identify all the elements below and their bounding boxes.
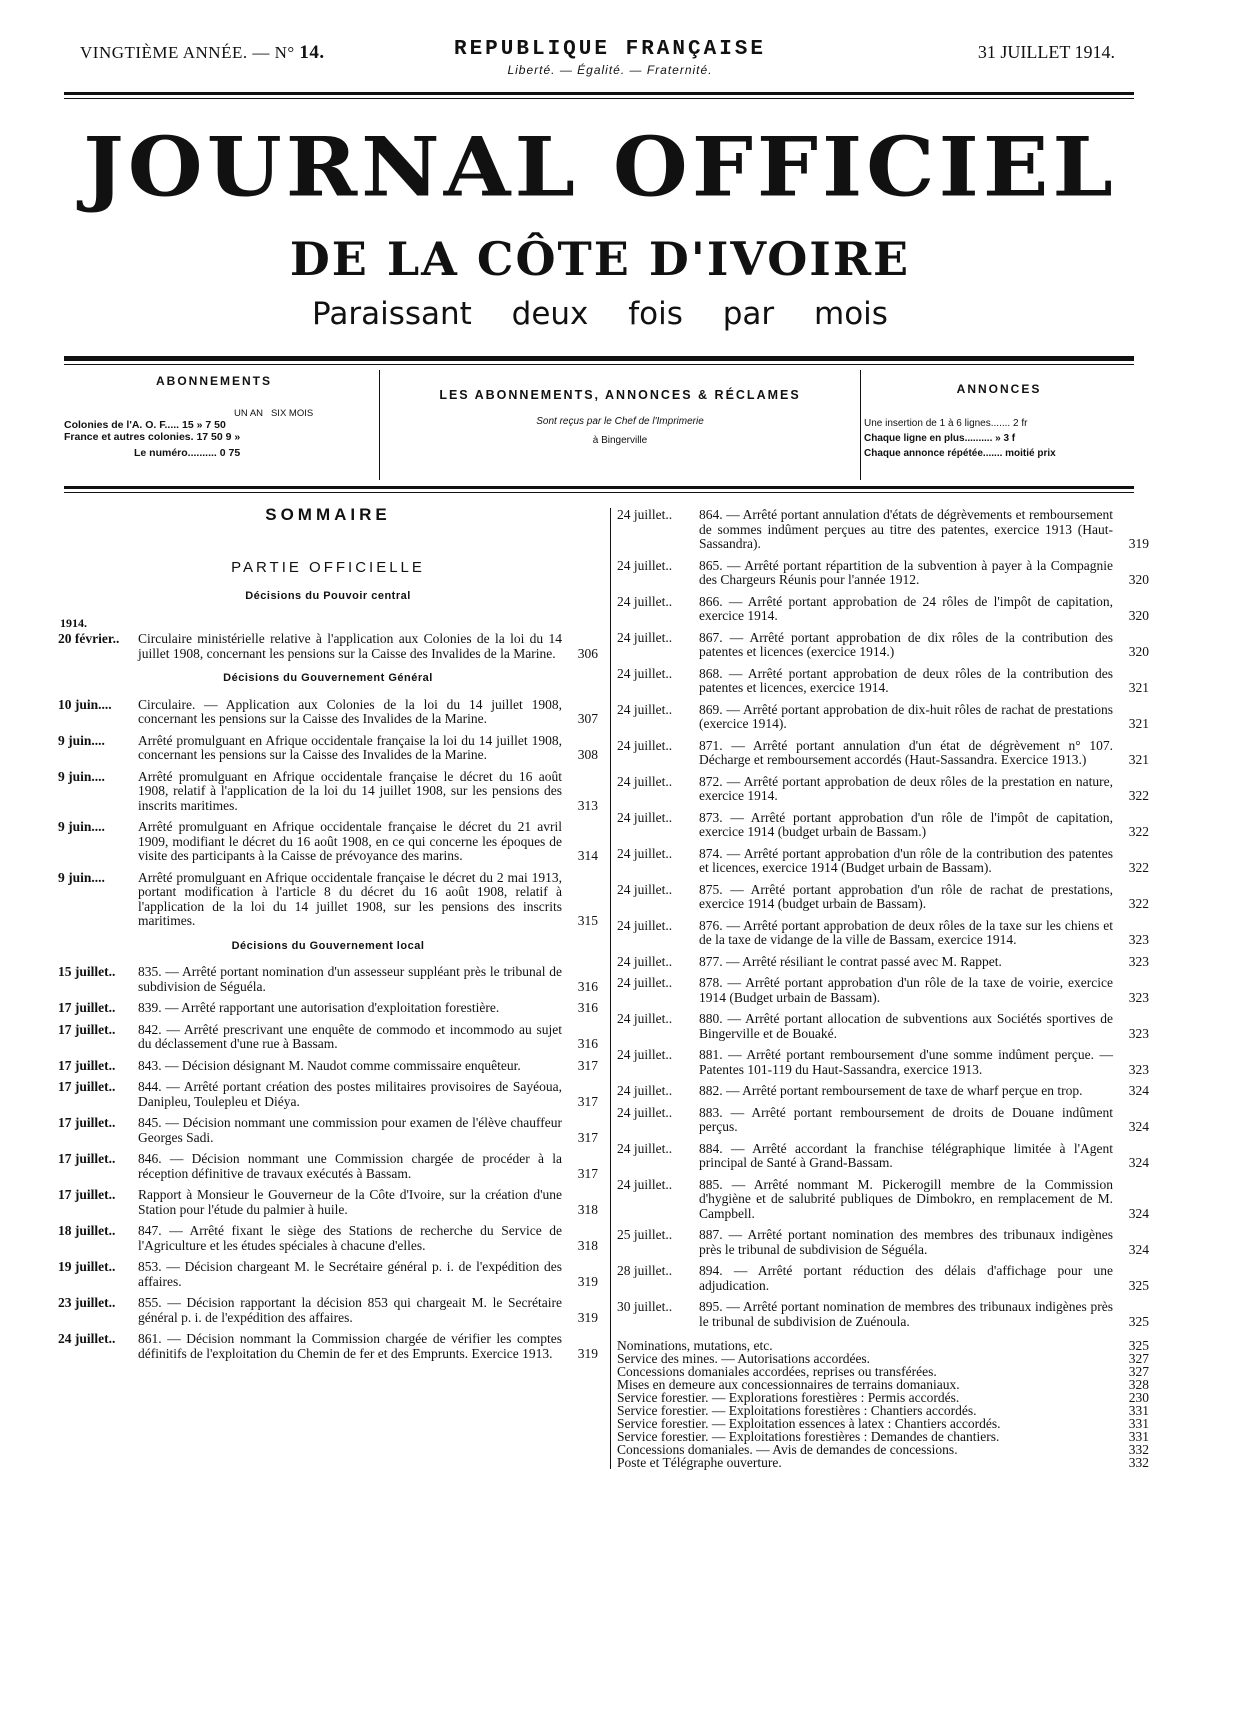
entry-text: 844. — Arrêté portant création des postes militaires provisoires de Sayéoua, Danipleu, Toulepleu et Diéya. [138,1079,562,1109]
entry-page: 322 [1128,788,1149,803]
sommaire-entry [617,955,1149,970]
entry-date: 17 juillet.. [58,1187,116,1202]
sommaire-entry [58,734,598,763]
info-boxes [64,370,1134,484]
entry-date: 24 juillet.. [617,975,673,990]
entry-page: 323 [1128,953,1149,969]
entry-page: 319 [1128,536,1149,551]
entry-text: 894. — Arrêté portant réduction des délais d'affichage pour une adjudication. [699,1263,1113,1293]
entry-text: 847. — Arrêté fixant le siège des Stations de recherche du Service de l'Agriculture et les études spéciales à chacune d'elles. [138,1223,562,1253]
entry-text: 839. — Arrêté rapportant une autorisation d'exploitation forestière. [138,1000,500,1015]
entries-gouvernement-local [58,965,598,1361]
entry-date: 24 juillet.. [617,507,673,522]
entry-text: 881. — Arrêté portant remboursement d'une somme indûment perçue. — Patentes 101-119 du Haut-Sassandra, exercice 1913. [699,1047,1113,1077]
entry-page: 315 [577,913,598,928]
entry-date: 24 juillet.. [617,845,673,861]
entry-page: 317 [577,1165,598,1181]
entry-date: 24 juillet.. [617,917,673,933]
entry-page: 308 [577,747,598,762]
entry-page: 318 [577,1201,598,1217]
misc-page: 327 [1128,1364,1149,1379]
entry-page: 319 [577,1309,598,1325]
sommaire-entry [58,1080,598,1109]
sommaire-entry [58,1188,598,1217]
entry-text: Arrêté promulguant en Afrique occidentale française le décret du 16 août 1908, relatif à l'application de la loi du 14 juillet 1908, sur les pensions des inscrits maritimes. [138,768,562,813]
sommaire-entry [617,1106,1149,1135]
sommaire-entry [58,632,598,661]
entry-date: 9 juin.... [58,819,105,834]
entry-page: 317 [577,1129,598,1145]
entries-pouvoir-central [58,632,598,661]
entry-text: 861. — Décision nommant la Commission chargée de vérifier les comptes définitifs de l'exploitation du Chemin de fer et des Emprunts. Exercice 1913. [138,1331,562,1361]
entry-date: 9 juin.... [58,869,105,885]
masthead-title: JOURNAL OFFICIEL [83,119,1117,216]
entry-page: 323 [1128,1061,1149,1077]
sommaire-entry [617,1012,1149,1041]
middle-title: LES ABONNEMENTS, ANNONCES & RÉCLAMES [439,388,801,402]
misc-page: 332 [1128,1442,1149,1457]
annonces-row1: Une insertion de 1 à 6 lignes....... 2 fr [864,418,1028,429]
misc-text: Nominations, mutations, etc. [617,1338,773,1353]
sommaire-entry [617,1048,1149,1077]
sommaire-entry [58,965,598,994]
misc-page: 331 [1128,1416,1149,1431]
bottom-rule-thin [64,492,1134,493]
entry-text: 864. — Arrêté portant annulation d'états de dégrèvements et remboursement de sommes indûment perçues au titre des patentes, exercice 1913 (Haut-Sassandra). [699,507,1113,551]
misc-text: Service forestier. — Exploitations forestières : Demandes de chantiers. [617,1429,1000,1444]
entry-text: 883. — Arrêté portant remboursement de droits de Douane indûment perçus. [699,1104,1113,1134]
entry-page: 317 [577,1093,598,1109]
entry-text: Rapport à Monsieur le Gouverneur de la Côte d'Ivoire, sur la création d'une Station pour l'étude du palmier à huile. [138,1187,562,1217]
misc-page: 331 [1128,1403,1149,1418]
entry-page: 319 [577,1345,598,1361]
entry-page: 321 [1128,716,1149,731]
entry-date: 24 juillet.. [617,1047,673,1062]
entry-page: 321 [1128,680,1149,695]
entry-date: 24 juillet.. [58,1331,116,1346]
misc-text: Mises en demeure aux concessionnaires de terrains domaniaux. [617,1377,960,1392]
issue-number: 14. [299,42,325,63]
bottom-rule [64,486,1134,489]
subscriptions-cols: UN AN SIX MOIS [234,408,314,419]
misc-text: Service forestier. — Explorations forestières : Permis accordés. [617,1390,960,1405]
entry-text: 874. — Arrêté portant approbation d'un rôle de la contribution des patentes et licences, exercice 1914 (Budget urbain de Bassam). [699,845,1113,875]
entry-page: 318 [577,1237,598,1253]
entries-right [617,508,1149,1329]
misc-page: 325 [1128,1338,1149,1353]
entry-text: Circulaire. — Application aux Colonies de la loi du 14 juillet 1908, concernant les pensions sur la Caisse des Invalides de la Marine. [138,696,562,726]
sommaire-entry [617,883,1149,912]
entry-text: 845. — Décision nommant une commission pour examen de l'élève chauffeur Georges Sadi. [138,1115,562,1145]
entry-page: 324 [1128,1205,1149,1221]
subscriptions-title: ABONNEMENTS [155,374,272,388]
entry-text: Arrêté promulguant en Afrique occidentale française le décret du 2 mai 1913, portant modification à l'article 8 du décret du 16 août 1908, relatif à l'application de la loi du 14 juillet 1908, sur les pensions des inscrits maritimes. [138,869,562,928]
entry-page: 323 [1128,1025,1149,1041]
sommaire-entry [58,1332,598,1361]
subscriptions-row1: Colonies de l'A. O. F..... 15 » 7 50 [64,419,226,431]
republic-motto: Liberté. — Égalité. — Fraternité. [507,63,713,77]
entry-text: 878. — Arrêté portant approbation d'un rôle de la taxe de voirie, exercice 1914 (Budget urbain de Bassam). [699,975,1113,1005]
misc-page: 332 [1128,1455,1149,1470]
entry-page: 320 [1128,572,1149,587]
entry-date: 24 juillet.. [617,737,673,753]
entry-text: 887. — Arrêté portant nomination des membres des tribunaux indigènes près le tribunal de subdivision de Séguéla. [699,1227,1113,1257]
entry-date: 19 juillet.. [58,1259,116,1274]
year-label: 1914. [60,615,87,630]
entry-date: 24 juillet.. [617,701,673,717]
republic-title: REPUBLIQUE FRANÇAISE [453,38,767,61]
entry-text: 866. — Arrêté portant approbation de 24 rôles de l'impôt de capitation, exercice 1914. [699,593,1113,623]
entry-date: 24 juillet.. [617,629,673,645]
entry-text: 873. — Arrêté portant approbation d'un rôle de l'impôt de capitation, exercice 1914 (budget urbain de Bassam.) [699,809,1113,839]
entry-page: 324 [1128,1083,1149,1098]
sommaire-entry [617,703,1149,732]
entry-page: 307 [577,711,598,726]
misc-text: Service des mines. — Autorisations accordées. [617,1351,871,1366]
entry-date: 17 juillet.. [58,1115,116,1130]
entry-page: 325 [1128,1277,1149,1293]
misc-text: Service forestier. — Exploitation essences à latex : Chantiers accordés. [617,1416,1001,1431]
sommaire-entry [617,739,1149,768]
entry-page: 319 [577,1273,598,1289]
entry-text: 846. — Décision nommant une Commission chargée de procéder à la réception définitive de travaux exécutés à Bassam. [138,1151,562,1181]
sommaire-entry [58,1116,598,1145]
entry-page: 321 [1128,752,1149,767]
entry-date: 15 juillet.. [58,964,116,979]
entry-page: 322 [1128,860,1149,875]
entry-text: 877. — Arrêté résiliant le contrat passé avec M. Rappet. [699,953,1002,969]
sommaire-entry [617,775,1149,804]
entry-text: 865. — Arrêté portant répartition de la subvention à payer à la Compagnie des Chargeurs Réunis pour l'année 1912. [699,557,1113,587]
entry-date: 17 juillet.. [58,1057,116,1073]
issue-date: 31 JUILLET 1914. [977,42,1115,62]
entry-text: 882. — Arrêté portant remboursement de taxe de wharf perçue en trop. [699,1083,1083,1098]
sommaire-entry [617,1178,1149,1222]
masthead-subtitle: DE LA CÔTE D'IVOIRE [289,232,911,286]
middle-line1: Sont reçus par le Chef de l'Imprimerie [536,416,704,427]
entry-page: 323 [1128,989,1149,1005]
entry-text: 855. — Décision rapportant la décision 853 qui chargeait M. le Secrétaire général p. i. de l'expédition des affaires. [138,1295,562,1325]
annonces-row3: Chaque annonce répétée....... moitié prix [864,448,1056,459]
sommaire-entry [617,811,1149,840]
entry-text: 875. — Arrêté portant approbation d'un rôle de rachat de prestations, exercice 1914 (budget urbain de Bassam). [699,881,1113,911]
sommaire-entry [617,1228,1149,1257]
misc-text: Poste et Télégraphe ouverture. [617,1455,782,1470]
sommaire-entry [58,1059,598,1074]
masthead-frequency: Paraissant deux fois par mois [312,296,888,332]
entry-page: 322 [1128,824,1149,839]
misc-page: 328 [1128,1377,1149,1392]
entry-date: 24 juillet.. [617,1011,673,1026]
entry-date: 24 juillet.. [617,809,673,825]
section-gouvernement-local: Décisions du Gouvernement local [231,939,425,952]
sommaire-right-column [610,508,1149,1469]
entry-text: 885. — Arrêté nommant M. Pickerogill membre de la Commission d'hygiène et de salubrité publiques de Dimbokro, en remplacement de M. Campbell. [699,1176,1113,1221]
entry-page: 324 [1128,1241,1149,1257]
sommaire-entry [617,919,1149,948]
section-pouvoir-central: Décisions du Pouvoir central [245,590,411,602]
entry-page: 324 [1128,1119,1149,1134]
entry-date: 25 juillet.. [617,1227,673,1242]
sommaire-entry [617,1300,1149,1329]
sommaire-entry [58,1224,598,1253]
subscriptions-box [64,370,364,480]
sommaire-entry [617,559,1149,588]
entry-page: 325 [1128,1313,1149,1329]
sommaire-entry [58,1260,598,1289]
entry-page: 317 [577,1057,598,1073]
entry-page: 323 [1128,932,1149,947]
entry-text: Circulaire ministérielle relative à l'application aux Colonies de la loi du 14 juillet 1908, concernant les pensions sur la Caisse des Invalides de la Marine. [138,631,562,661]
sommaire-entry [617,631,1149,660]
entry-date: 24 juillet.. [617,1083,673,1098]
entry-text: 895. — Arrêté portant nomination de membres des tribunaux indigènes près le tribunal de subdivision de Zuénoula. [699,1299,1113,1329]
middle-box [379,370,861,480]
entry-text: 835. — Arrêté portant nomination d'un assesseur suppléant près le tribunal de subdivision de Séguéla. [138,964,562,994]
subscriptions-row2: France et autres colonies. 17 50 9 » [64,431,241,443]
top-header [80,38,1115,88]
volume-issue: VINGTIÈME ANNÉE. — N° 14. [80,42,325,63]
entry-page: 322 [1128,896,1149,911]
misc-page: 230 [1128,1390,1149,1405]
sommaire-entry [617,1142,1149,1171]
sommaire-entry [617,976,1149,1005]
sommaire-entry [58,698,598,727]
entry-text: 872. — Arrêté portant approbation de deux rôles de la prestation en nature, exercice 1914. [699,773,1113,803]
partie-officielle: PARTIE OFFICIELLE [231,558,425,576]
entry-page: 316 [577,1036,598,1051]
entry-date: 23 juillet.. [58,1295,116,1310]
entry-date: 9 juin.... [58,768,105,784]
entry-date: 17 juillet.. [58,1021,116,1037]
misc-page: 327 [1128,1351,1149,1366]
mid-rule [64,356,1134,361]
entry-date: 24 juillet.. [617,1140,673,1156]
entry-date: 24 juillet.. [617,1104,673,1120]
sommaire-entry [617,1264,1149,1293]
entry-date: 24 juillet.. [617,665,673,681]
sommaire-entry [617,1084,1149,1099]
annonces-title: ANNONCES [956,382,1042,396]
misc-page: 331 [1128,1429,1149,1444]
entry-text: 880. — Arrêté portant allocation de subventions aux Sociétés sportives de Bingerville et de Bouaké. [699,1011,1113,1041]
sommaire-entry [58,1023,598,1052]
entry-date: 24 juillet.. [617,773,673,789]
entry-page: 316 [577,1000,598,1015]
republic-block [410,38,810,77]
subscriptions-single: Le numéro.......... 0 75 [134,447,241,459]
misc-text: Concessions domaniales accordées, reprises ou transférées. [617,1364,937,1379]
mid-rule-thin [64,364,1134,365]
entry-date: 18 juillet.. [58,1223,116,1238]
section-gouvernement-general: Décisions du Gouvernement Général [223,672,433,684]
sommaire-entry [617,595,1149,624]
entry-text: Arrêté promulguant en Afrique occidentale française la loi du 14 juillet 1908, concernant les pensions sur la Caisse des Invalides de la Marine. [138,732,562,762]
sommaire-entry [58,1152,598,1181]
sommaire-entry [617,667,1149,696]
misc-text: Service forestier. — Exploitations forestières : Chantiers accordés. [617,1403,977,1418]
misc-text: Concessions domaniales. — Avis de demandes de concessions. [617,1442,958,1457]
entry-page: 320 [1128,644,1149,659]
entry-date: 10 juin.... [58,696,112,712]
entry-date: 24 juillet.. [617,593,673,609]
entry-text: 853. — Décision chargeant M. le Secrétaire général p. i. de l'expédition des affaires. [138,1259,562,1289]
entry-date: 24 juillet.. [617,557,673,573]
entry-date: 30 juillet.. [617,1299,673,1314]
entry-text: 842. — Arrêté prescrivant une enquête de commodo et incommodo au sujet du déclassement d'une rue à Bassam. [138,1021,562,1051]
sommaire-entry [617,508,1149,552]
sommaire-entry [58,1296,598,1325]
middle-line2: à Bingerville [592,435,648,446]
entry-page: 306 [577,645,598,661]
top-rule [64,92,1134,99]
entries-gouvernement-general [58,698,598,929]
entry-text: Arrêté promulguant en Afrique occidentale française le décret du 21 avril 1909, modifiant le décret du 16 août 1908, en ce qui concerne les époques de visite des participants à la Caisse de prévoyance des marins. [138,819,562,863]
entry-date: 9 juin.... [58,732,105,748]
sommaire-entry [58,1001,598,1016]
entry-text: 867. — Arrêté portant approbation de dix rôles de la contribution des patentes et licences (exercice 1914.) [699,629,1113,659]
entry-date: 17 juillet.. [58,1000,116,1015]
entry-date: 28 juillet.. [617,1263,673,1278]
entry-page: 320 [1128,608,1149,623]
sommaire-entry [58,871,598,929]
annonces-box [864,370,1134,480]
entry-text: 869. — Arrêté portant approbation de dix-huit rôles de rachat de prestations (exercice 1914). [699,701,1113,731]
entry-date: 17 juillet.. [58,1079,116,1094]
entry-page: 314 [577,848,598,863]
sommaire-title: SOMMAIRE [265,505,391,524]
entry-date: 17 juillet.. [58,1151,116,1166]
entry-page: 324 [1128,1155,1149,1170]
annonces-row2: Chaque ligne en plus.......... » 3 f [864,433,1016,444]
entry-date: 24 juillet.. [617,881,673,897]
misc-entries [617,1339,1149,1469]
sommaire-entry [58,770,598,814]
sommaire-entry [58,820,598,864]
entry-text: 843. — Décision désignant M. Naudot comme commissaire enquêteur. [138,1057,521,1073]
entry-text: 884. — Arrêté accordant la franchise télégraphique limitée à l'Agent principal de Santé à Grand-Bassam. [699,1140,1113,1170]
entry-text: 868. — Arrêté portant approbation de deux rôles de la contribution des patentes et licences, exercice 1914. [699,665,1113,695]
entry-text: 876. — Arrêté portant approbation de deux rôles de la taxe sur les chiens et de la taxe de vidange de la ville de Bassam, exercice 1914. [699,917,1113,947]
sommaire-entry [617,847,1149,876]
entry-page: 313 [577,797,598,813]
entry-page: 316 [577,978,598,994]
misc-entry [617,1456,1149,1469]
entry-text: 871. — Arrêté portant annulation d'un état de dégrèvement n° 107. Décharge et remboursement accordés (Haut-Sassandra. Exercice 1913.) [699,737,1113,767]
entry-date: 24 juillet.. [617,953,673,969]
entry-date: 20 février.. [58,631,120,646]
sommaire-left-column [58,505,598,1368]
entry-date: 24 juillet.. [617,1176,673,1192]
